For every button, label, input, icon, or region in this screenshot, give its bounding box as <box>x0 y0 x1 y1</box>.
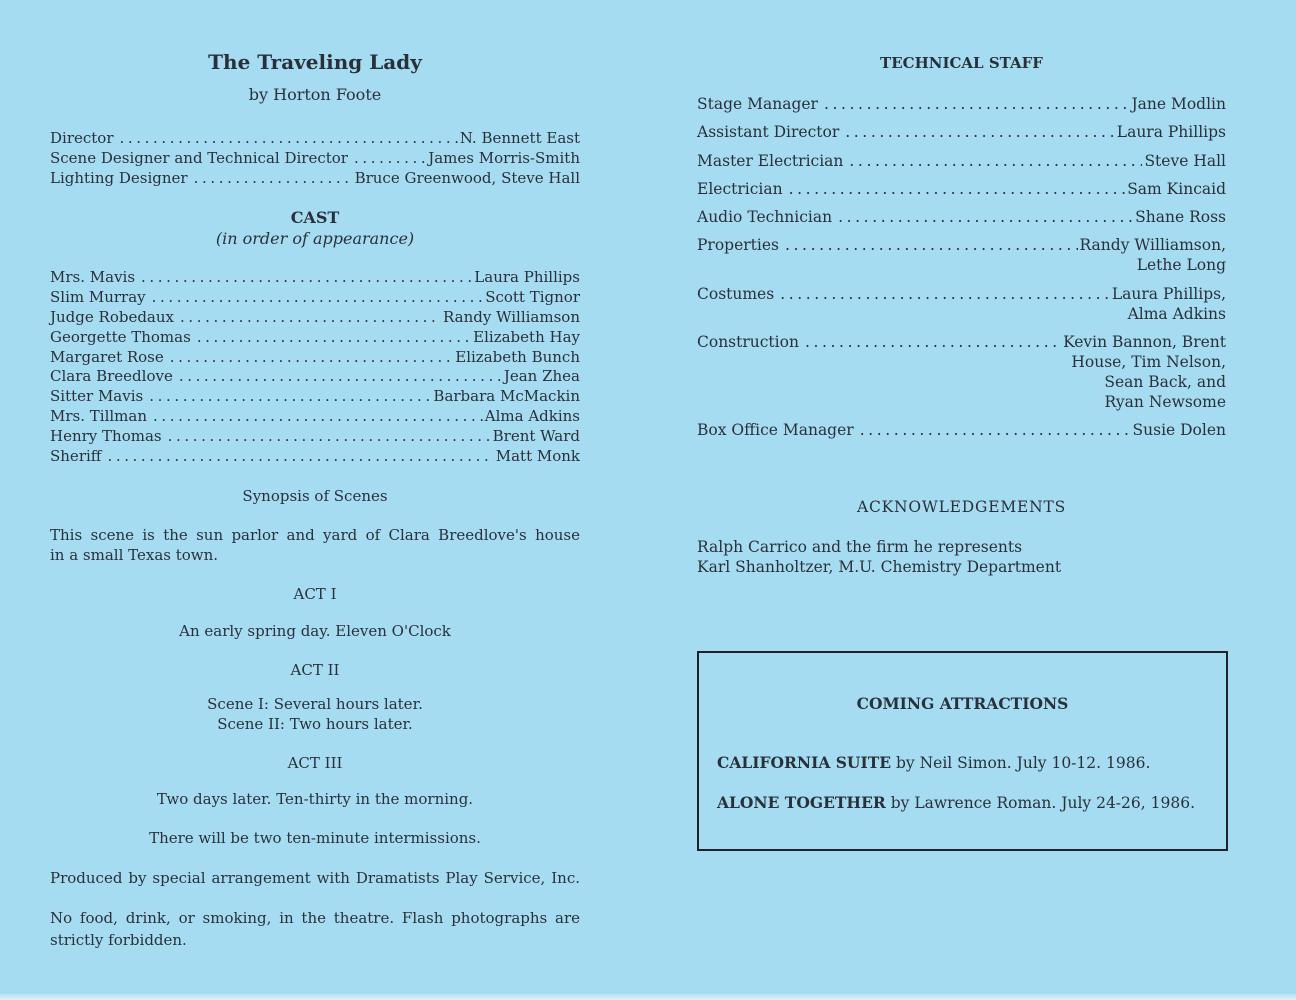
house-rules-line: strictly forbidden. <box>50 931 187 949</box>
staff-names <box>1135 207 1226 227</box>
dot-leader <box>194 168 353 188</box>
act-description: An early spring day. Eleven O'Clock <box>179 622 451 640</box>
cast-row <box>50 328 580 348</box>
staff-row <box>697 151 1226 171</box>
dot-leader <box>789 179 1126 199</box>
staff-row <box>697 420 1226 440</box>
act-scenes <box>50 694 580 734</box>
actor-name: Barbara McMackin <box>433 387 580 406</box>
actor-name: Alma Adkins <box>484 407 580 426</box>
staff-role: Box Office Manager <box>697 421 854 440</box>
actor-name: Matt Monk <box>495 447 580 466</box>
coming-attractions-box <box>697 651 1228 851</box>
dot-leader <box>170 348 454 368</box>
synopsis-heading: Synopsis of Scenes <box>242 487 388 505</box>
dot-leader <box>120 128 458 148</box>
dot-leader <box>149 387 431 407</box>
acknowledgement-line: Ralph Carrico and the firm he represents <box>697 538 1023 556</box>
credit-row <box>50 128 580 148</box>
staff-name: Jane Modlin <box>1131 95 1226 113</box>
dot-leader <box>824 94 1129 114</box>
house-rules <box>50 907 580 951</box>
dot-leader <box>860 420 1131 440</box>
staff-names <box>1127 179 1226 199</box>
credit-name: N. Bennett East <box>459 129 580 147</box>
dot-leader <box>780 284 1110 304</box>
actor-name: Scott Tignor <box>485 287 580 306</box>
dot-leader <box>153 407 483 427</box>
setting-line: in a small Texas town. <box>50 546 219 564</box>
upcoming-show <box>717 793 1195 813</box>
credit-name: James Morris-Smith <box>428 149 580 167</box>
actor-name: Randy Williamson <box>443 307 580 326</box>
staff-row <box>697 284 1226 324</box>
staff-role: Assistant Director <box>697 123 840 142</box>
play-title: The Traveling Lady <box>208 50 422 74</box>
act-label: ACT III <box>287 754 343 772</box>
credit-row <box>50 168 580 188</box>
character-name: Margaret Rose <box>50 347 164 366</box>
dot-leader <box>805 332 1061 352</box>
staff-name: Ryan Newsome <box>1104 393 1226 412</box>
setting-description <box>50 525 580 565</box>
character-name: Henry Thomas <box>50 427 162 446</box>
dot-leader <box>785 235 1078 255</box>
staff-names <box>1117 122 1226 142</box>
staff-role: Electrician <box>697 179 783 198</box>
acknowledgement-line: Karl Shanholtzer, M.U. Chemistry Department <box>697 558 1062 576</box>
dot-leader <box>168 427 491 447</box>
setting-line: This scene is the sun parlor and yard of Clara Breedlove's house <box>50 526 580 544</box>
staff-name: Lethe Long <box>1136 256 1226 275</box>
cast-heading: CAST <box>290 208 340 227</box>
credit-name: Bruce Greenwood, Steve Hall <box>354 169 580 187</box>
staff-row <box>697 332 1226 412</box>
credit-row <box>50 148 580 168</box>
staff-role: Master Electrician <box>697 151 844 170</box>
staff-name: Laura Phillips, <box>1111 284 1226 303</box>
left-page <box>50 0 580 1000</box>
dot-leader <box>197 328 471 348</box>
staff-name: Alma Adkins <box>1127 304 1226 323</box>
staff-row <box>697 235 1226 275</box>
staff-role: Costumes <box>697 284 775 303</box>
staff-names <box>1144 151 1226 171</box>
staff-name: Steve Hall <box>1144 151 1226 170</box>
coming-attractions-heading: COMING ATTRACTIONS <box>856 694 1069 713</box>
rights-notice: Produced by special arrangement with Dramatists Play Service, Inc. <box>50 869 580 887</box>
act-label: ACT II <box>290 661 340 679</box>
show-title: ALONE TOGETHER <box>717 793 886 812</box>
staff-name: Shane Ross <box>1135 208 1226 227</box>
character-name: Sheriff <box>50 447 102 466</box>
cast-row <box>50 367 580 387</box>
dot-leader <box>845 122 1115 142</box>
character-name: Sitter Mavis <box>50 387 144 406</box>
technical-staff-heading: TECHNICAL STAFF <box>880 54 1043 72</box>
show-title: CALIFORNIA SUITE <box>717 753 892 772</box>
show-details: by Lawrence Roman. July 24-26, 1986. <box>890 794 1195 812</box>
actor-name: Jean Zhea <box>503 367 580 386</box>
upcoming-show <box>717 753 1150 773</box>
cast-row <box>50 387 580 407</box>
staff-role: Properties <box>697 236 779 255</box>
cast-list <box>50 268 580 467</box>
cast-subheading: (in order of appearance) <box>215 229 415 248</box>
dot-leader <box>141 268 472 288</box>
cast-row <box>50 427 580 447</box>
staff-row <box>697 179 1226 199</box>
character-name: Judge Robedaux <box>50 307 174 326</box>
dot-leader <box>849 151 1142 171</box>
staff-name: Randy Williamson, <box>1079 236 1226 255</box>
act-description: Scene I: Several hours later. <box>207 695 423 713</box>
cast-row <box>50 288 580 308</box>
dot-leader <box>179 367 502 387</box>
staff-row <box>697 207 1226 227</box>
cast-row <box>50 268 580 288</box>
intermission-note: There will be two ten-minute intermissions. <box>149 829 481 847</box>
staff-role: Stage Manager <box>697 95 818 113</box>
character-name: Slim Murray <box>50 287 146 306</box>
character-name: Georgette Thomas <box>50 327 191 346</box>
staff-role: Audio Technician <box>697 208 833 227</box>
house-rules-line: No food, drink, or smoking, in the theatre. Flash photographs are <box>50 909 580 927</box>
staff-name: Susie Dolen <box>1132 421 1226 440</box>
actor-name: Brent Ward <box>492 427 580 446</box>
right-page <box>697 0 1226 1000</box>
credit-role: Scene Designer and Technical Director <box>50 149 348 167</box>
staff-names <box>1131 94 1226 114</box>
character-name: Mrs. Mavis <box>50 268 136 286</box>
dot-leader <box>152 288 484 308</box>
character-name: Clara Breedlove <box>50 367 173 386</box>
act-label: ACT I <box>293 585 337 603</box>
credit-role: Lighting Designer <box>50 169 188 187</box>
staff-name: House, Tim Nelson, <box>1071 353 1226 372</box>
playwright-byline: by Horton Foote <box>248 85 382 104</box>
production-credits <box>50 128 580 188</box>
actor-name: Elizabeth Hay <box>473 327 580 346</box>
dot-leader <box>838 207 1133 227</box>
staff-names <box>1063 332 1226 412</box>
staff-name: Sean Back, and <box>1104 373 1226 392</box>
staff-row <box>697 94 1226 114</box>
staff-name: Laura Phillips <box>1116 123 1226 142</box>
show-details: by Neil Simon. July 10-12. 1986. <box>896 754 1151 772</box>
cast-row <box>50 407 580 427</box>
staff-row <box>697 122 1226 142</box>
staff-name: Sam Kincaid <box>1127 179 1226 198</box>
actor-name: Laura Phillips <box>474 268 580 286</box>
dot-leader <box>180 308 441 328</box>
cast-row <box>50 447 580 467</box>
dot-leader <box>354 148 426 168</box>
staff-name: Kevin Bannon, Brent <box>1063 333 1226 352</box>
act-description: Two days later. Ten-thirty in the morning. <box>156 790 474 808</box>
dot-leader <box>107 447 493 467</box>
staff-names <box>1112 284 1226 324</box>
staff-names <box>1133 420 1226 440</box>
actor-name: Elizabeth Bunch <box>455 347 580 366</box>
character-name: Mrs. Tillman <box>50 407 147 426</box>
cast-row <box>50 308 580 328</box>
act-description: Scene II: Two hours later. <box>217 715 413 733</box>
technical-staff-list <box>697 94 1226 449</box>
acknowledgements-heading: ACKNOWLEDGEMENTS <box>856 498 1067 516</box>
cast-row <box>50 348 580 368</box>
credit-role: Director <box>50 129 114 147</box>
staff-names <box>1080 235 1226 275</box>
acknowledgements-list <box>697 537 1226 577</box>
staff-role: Construction <box>697 333 799 352</box>
